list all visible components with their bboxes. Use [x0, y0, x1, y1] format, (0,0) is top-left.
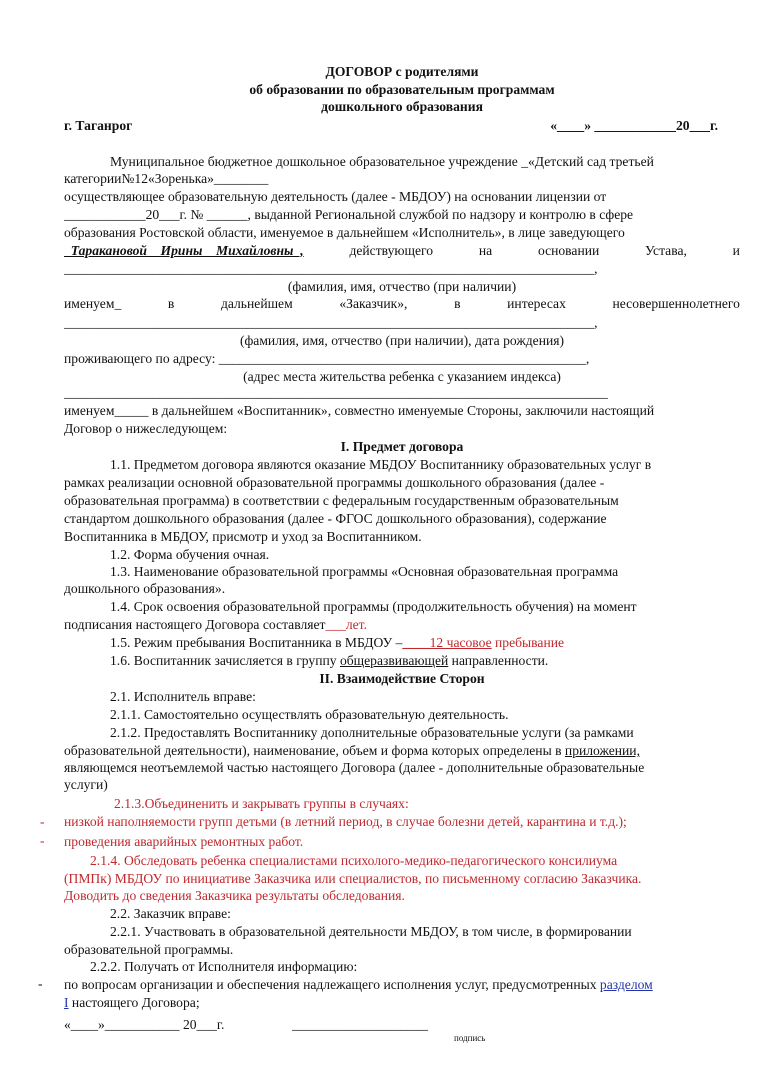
- field-caption-child: (фамилия, имя, отчество (при наличии), дата рождения): [239, 333, 565, 348]
- p-2-1-4: 2.1.4. Обследовать ребенка специалистами психолого-медико-педагогического консилиума: [90, 853, 618, 868]
- p-2-1: 2.1. Исполнитель вправе:: [110, 689, 256, 704]
- field-caption-address: (адрес места жительства ребенка с указанием индекса): [243, 369, 561, 384]
- doc-title-line-1: ДОГОВОР с родителями: [325, 64, 479, 79]
- word: интересах: [507, 296, 566, 311]
- p-1-3-cont: дошкольного образования».: [64, 581, 226, 596]
- term-value: ___лет.: [325, 617, 367, 632]
- child-name-field[interactable]: ______________________________________________________________________________,: [64, 315, 598, 330]
- word: «Заказчик»,: [339, 296, 408, 311]
- p-2-2-1: 2.2.1. Участвовать в образовательной деятельности МБДОУ, в том числе, в формировании: [110, 924, 632, 939]
- section-link[interactable]: разделом: [599, 977, 653, 992]
- section-link[interactable]: I: [64, 995, 69, 1010]
- p-2-1-3-item-2: проведения аварийных ремонтных работ.: [64, 834, 304, 849]
- text: подписания настоящего Договора составляет: [64, 617, 326, 632]
- p-1-2: 1.2. Форма обучения очная.: [110, 547, 270, 562]
- p-2-1-4-cont: Доводить до сведения Заказчика результаты обследования.: [64, 888, 405, 903]
- p-1-1-cont: рамках реализации основной образовательной программы дошкольного образования (далее -: [64, 475, 605, 490]
- p-2-1-2-cont: [64, 742, 740, 759]
- p-1-4: 1.4. Срок освоения образовательной программы (продолжительность обучения) на момент: [110, 599, 637, 614]
- intro-line-5: образования Ростовской области, именуемое в дальнейшем «Исполнитель», в лице заведующего: [64, 225, 625, 240]
- p-1-1: 1.1. Предметом договора являются оказание МБДОУ Воспитаннику образовательных услуг в: [110, 457, 652, 472]
- text: 1.6. Воспитанник зачисляется в группу: [110, 653, 340, 668]
- intro-line-6: [64, 242, 740, 259]
- bullet-dash: -: [40, 833, 45, 848]
- p-2-1-3-item-1: низкой наполняемости групп детьми (в летний период, в случае болезни детей, карантина и т.д.);: [64, 814, 627, 829]
- intro-line-15: именуем_____ в дальнейшем «Воспитанник», совместно именуемые Стороны, заключили настоящий: [64, 403, 655, 418]
- text: 1.5. Режим пребывания Воспитанника в МБДОУ –: [110, 635, 403, 650]
- section-1-heading: I. Предмет договора: [340, 439, 464, 454]
- p-1-4-cont: [64, 616, 740, 633]
- p-2-1-3: 2.1.3.Объединенить и закрывать группы в случаях:: [114, 796, 409, 811]
- customer-name-field[interactable]: ______________________________________________________________________________,: [64, 261, 598, 276]
- word: именуем_: [64, 296, 122, 311]
- group-type: общеразвивающей: [339, 653, 449, 668]
- footer-date[interactable]: «____»___________ 20___г.: [64, 1017, 225, 1032]
- bullet-dash: -: [40, 814, 45, 829]
- p-2-1-2: 2.1.2. Предоставлять Воспитаннику дополнительные образовательные услуги (за рамками: [110, 725, 634, 740]
- p-1-3: 1.3. Наименование образовательной программы «Основная образовательная программа: [110, 564, 619, 579]
- word: Устава,: [645, 243, 687, 258]
- p-2-2-2-item-1-cont: [64, 994, 740, 1011]
- text: настоящего Договора;: [68, 995, 200, 1010]
- signature-label: подпись: [454, 1033, 486, 1043]
- word: действующего: [349, 243, 434, 258]
- bullet-dash: -: [38, 976, 43, 991]
- text: направленности.: [448, 653, 549, 668]
- word: дальнейшем: [220, 296, 293, 311]
- signature-line[interactable]: ____________________: [292, 1017, 428, 1032]
- p-2-1-4-cont: (ПМПк) МБДОУ по инициативе Заказчика или специалистов, по письменному согласию Заказчика.: [64, 871, 642, 886]
- intro-line-9: [64, 295, 740, 312]
- p-2-2: 2.2. Заказчик вправе:: [110, 906, 231, 921]
- text: по вопросам организации и обеспечения надлежащего исполнения услуг, предусмотренных: [64, 977, 600, 992]
- intro-line-2: категории№12«Зоренька»________: [64, 171, 269, 186]
- word: в: [167, 296, 175, 311]
- date-field: «____» ____________20___г.: [550, 118, 718, 133]
- intro-line-4: ____________20___г. № ______, выданной Региональной службой по надзору и контролю в сфере: [64, 207, 634, 222]
- intro-line-1: Муниципальное бюджетное дошкольное образовательное учреждение _«Детский сад третьей: [110, 154, 654, 169]
- mode-value: ____12 часовое: [402, 635, 492, 650]
- text: образовательной деятельности), наименование, объем и форма которых определены в: [64, 743, 565, 758]
- p-1-1-cont: Воспитанника в МБДОУ, присмотр и уход за Воспитанником.: [64, 529, 422, 544]
- p-2-1-2-cont: являющемся неотъемлемой частью настоящего Договора (далее - дополнительные образовательные: [64, 760, 645, 775]
- word: в: [454, 296, 461, 311]
- intro-line-16: Договор о нижеследующем:: [64, 421, 228, 436]
- section-2-heading: II. Взаимодействие Сторон: [319, 671, 485, 686]
- head-name: _Таракановой Ирины Михайловны_,: [64, 243, 304, 258]
- intro-line-3: осуществляющее образовательную деятельность (далее - МБДОУ) на основании лицензии от: [64, 189, 607, 204]
- p-1-1-cont: образовательная программа) в соответствии с федеральным государственным образовательным: [64, 493, 619, 508]
- p-1-5: [110, 634, 740, 651]
- p-1-1-cont: стандартом дошкольного образования (далее - ФГОС дошкольного образования), содержание: [64, 511, 607, 526]
- word: основании: [537, 243, 600, 258]
- appendix-link[interactable]: приложении,: [564, 743, 640, 758]
- p-1-6: [110, 652, 740, 669]
- word: на: [478, 243, 493, 258]
- p-2-2-2: 2.2.2. Получать от Исполнителя информацию:: [90, 959, 358, 974]
- city: г. Таганрог: [64, 118, 133, 133]
- field-caption-customer: (фамилия, имя, отчество (при наличии): [287, 279, 517, 294]
- mode-value-suffix: пребывание: [491, 635, 565, 650]
- word: и: [732, 243, 740, 258]
- address-field-cont[interactable]: ________________________________________________________________________________: [64, 385, 608, 400]
- p-2-1-1: 2.1.1. Самостоятельно осуществлять образовательную деятельность.: [110, 707, 509, 722]
- p-2-2-2-item-1: [64, 976, 740, 993]
- p-2-1-2-cont: услуги): [64, 777, 108, 792]
- address-field[interactable]: проживающего по адресу: ______________________________________________________,: [64, 351, 590, 366]
- p-2-2-1-cont: образовательной программы.: [64, 942, 234, 957]
- doc-title-line-2: об образовании по образовательным программам: [249, 82, 555, 97]
- word: несовершеннолетнего: [612, 296, 740, 311]
- doc-title-line-3: дошкольного образования: [321, 99, 483, 114]
